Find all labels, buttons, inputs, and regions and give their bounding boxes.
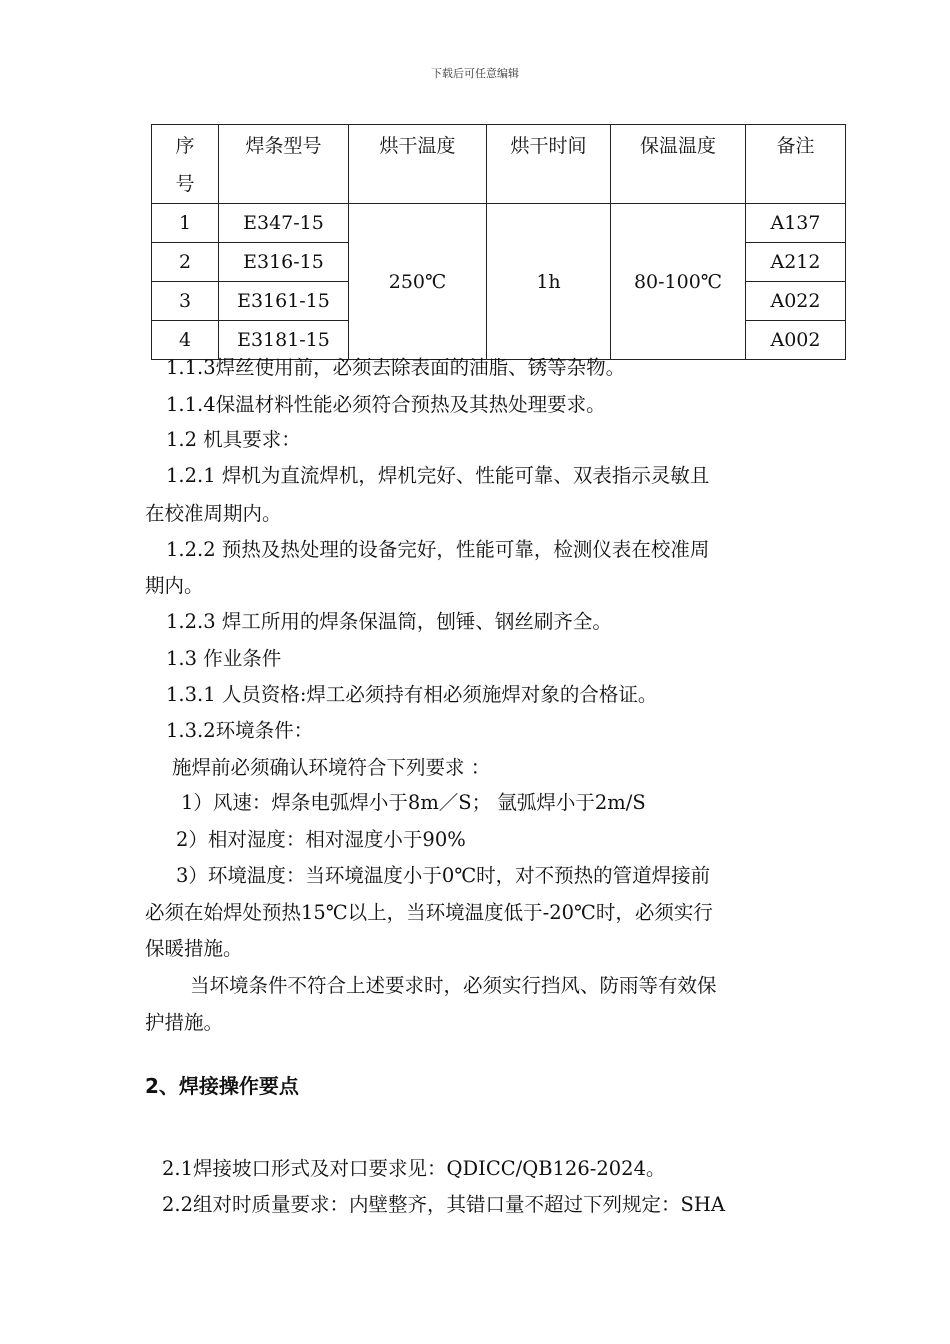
- paragraph-temperature-line1: 3）环境温度：当环境温度小于0℃时，对不预热的管道焊接前: [176, 864, 711, 887]
- paragraph-humidity: 2）相对湿度：相对湿度小于90%: [176, 828, 466, 851]
- cell-dry-temp: 250℃: [349, 204, 487, 360]
- header-hold-temp: 保温温度: [611, 125, 746, 204]
- paragraph-1-2-2-line1: 1.2.2 预热及热处理的设备完好，性能可靠，检测仪表在校准周: [166, 538, 710, 561]
- heading-1-3: 1.3 作业条件: [166, 647, 282, 670]
- cell-remark: A137: [746, 204, 846, 243]
- header-dry-temp: 烘干温度: [349, 125, 487, 204]
- cell-no: 2: [152, 243, 219, 282]
- paragraph-1-2-1-line2: 在校准周期内。: [145, 502, 282, 525]
- cell-no: 1: [152, 204, 219, 243]
- cell-hold-temp: 80-100℃: [611, 204, 746, 360]
- paragraph-protection-line1: 当坏境条件不符合上述要求时，必须实行挡风、防雨等有效保: [190, 974, 717, 997]
- paragraph-1-1-3: 1.1.3焊丝使用前，必须去除表面的油脂、锈等杂物。: [166, 356, 626, 379]
- cell-remark: A022: [746, 282, 846, 321]
- header-dry-time: 烘干时间: [487, 125, 611, 204]
- header-note: 下载后可任意编辑: [431, 67, 519, 80]
- cell-no: 4: [152, 321, 219, 360]
- cell-model: E3181-15: [219, 321, 349, 360]
- cell-remark: A002: [746, 321, 846, 360]
- paragraph-wind-speed: 1）风速：焊条电弧焊小于8m／S； 氩弧焊小于2m/S: [181, 791, 646, 814]
- cell-model: E347-15: [219, 204, 349, 243]
- paragraph-2-1: 2.1焊接坡口形式及对口要求见：QDICC/QB126-2024。: [162, 1157, 666, 1180]
- paragraph-1-1-4: 1.1.4保温材料性能必须符合预热及其热处理要求。: [166, 393, 606, 416]
- cell-no: 3: [152, 282, 219, 321]
- paragraph-protection-line2: 护措施。: [145, 1011, 224, 1034]
- paragraph-temperature-line2: 必须在始焊处预热15℃以上，当环境温度低于-20℃时，必须实行: [145, 901, 713, 924]
- paragraph-2-2: 2.2组对时质量要求：内壁整齐，其错口量不超过下列规定：SHA: [162, 1193, 725, 1216]
- table-row: [152, 204, 846, 243]
- section-2-heading: 2、焊接操作要点: [145, 1074, 299, 1098]
- paragraph-1-2-1-line1: 1.2.1 焊机为直流焊机，焊机完好、性能可靠、双表指示灵敏且: [166, 464, 710, 487]
- cell-model: E3161-15: [219, 282, 349, 321]
- paragraph-1-3-2: 1.3.2环境条件：: [166, 719, 314, 742]
- paragraph-1-2-3: 1.2.3 焊工所用的焊条保温筒，刨锤、钢丝刷齐全。: [166, 610, 612, 633]
- paragraph-1-3-1: 1.3.1 人员资格:焊工必须持有相必须施焊对象的合格证。: [166, 683, 658, 706]
- header-seq-top: 序: [175, 135, 195, 157]
- electrode-drying-table: [151, 124, 846, 360]
- header-model: 焊条型号: [219, 125, 349, 204]
- cell-model: E316-15: [219, 243, 349, 282]
- heading-1-2: 1.2 机具要求：: [166, 428, 301, 451]
- header-seq: [152, 125, 219, 204]
- cell-remark: A212: [746, 243, 846, 282]
- paragraph-env-intro: 施焊前必须确认环境符合下列要求 ：: [172, 756, 491, 779]
- paragraph-1-2-2-line2: 期内。: [145, 574, 204, 597]
- cell-dry-time: 1h: [487, 204, 611, 360]
- table-header-row: [152, 125, 846, 204]
- header-remark: 备注: [746, 125, 846, 204]
- header-seq-bottom: 号: [175, 173, 195, 195]
- paragraph-temperature-line3: 保暖措施。: [145, 937, 243, 960]
